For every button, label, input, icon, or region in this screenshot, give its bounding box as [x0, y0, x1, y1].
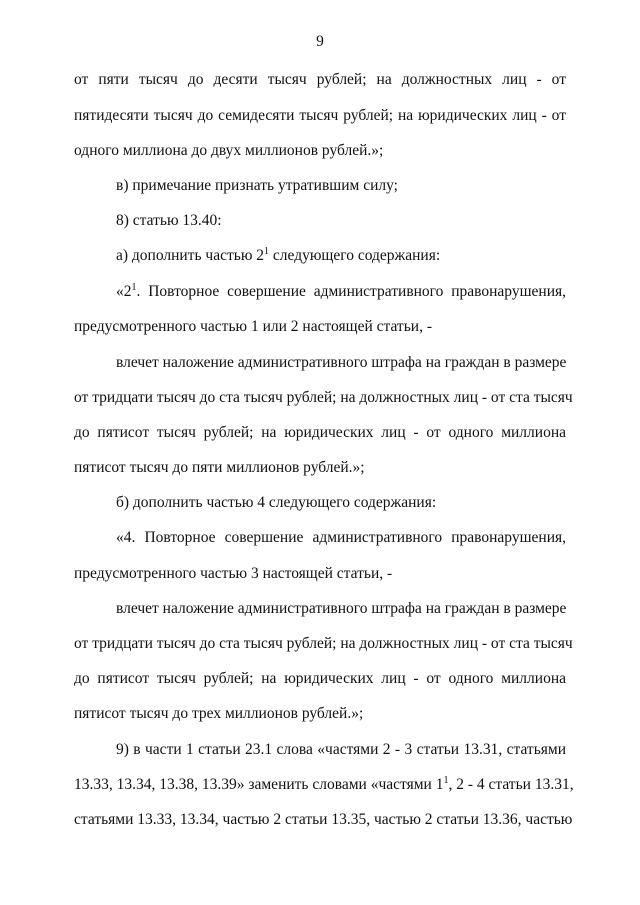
text-run: , 2 - 4 статьи 13.31, — [448, 776, 574, 793]
text-run: 13.33, 13.34, 13.38, 13.39» заменить словами «частями 1 — [74, 776, 444, 793]
text-line — [74, 775, 574, 795]
superscript: 1 — [443, 775, 449, 786]
superscript: 1 — [131, 282, 137, 293]
superscript: 1 — [264, 246, 270, 257]
text-line: статьями 13.33, 13.34, частью 2 статьи 13.35, частью 2 статьи 13.36, частью — [74, 811, 573, 828]
text-line: пятисот тысяч до пяти миллионов рублей.»; — [74, 459, 365, 476]
text-line: от тридцати тысяч до ста тысяч рублей; на должностных лиц - от ста тысяч — [74, 389, 573, 406]
text-line: в) примечание признать утратившим силу; — [116, 177, 398, 194]
text-run: «2 — [116, 283, 132, 300]
text-line: до пятисот тысяч рублей; на юридических лиц - от одного миллиона — [74, 670, 566, 687]
text-run: . Повторное совершение административного правонарушения, — [136, 283, 566, 300]
text-line: 8) статью 13.40: — [116, 212, 222, 229]
text-run: а) дополнить частью 2 — [116, 247, 265, 264]
text-run: следующего содержания: — [269, 247, 441, 264]
text-line: от пяти тысяч до десяти тысяч рублей; на должностных лиц - от — [74, 71, 566, 88]
text-line: пятисот тысяч до трех миллионов рублей.»; — [74, 705, 364, 722]
text-line: предусмотренного частью 3 настоящей статьи, - — [74, 565, 393, 582]
text-line: до пятисот тысяч рублей; на юридических лиц - от одного миллиона — [74, 424, 566, 441]
page-number: 9 — [316, 33, 324, 50]
text-line: пятидесяти тысяч до семидесяти тысяч рублей; на юридических лиц - от — [74, 107, 566, 124]
text-line: «4. Повторное совершение административного правонарушения, — [116, 529, 566, 546]
text-line: б) дополнить частью 4 следующего содержания: — [116, 494, 437, 511]
text-line: 9) в части 1 статьи 23.1 слова «частями 2 - 3 статьи 13.31, статьями — [116, 741, 566, 758]
text-line: одного миллиона до двух миллионов рублей.»; — [74, 142, 384, 159]
text-line: влечет наложение административного штрафа на граждан в размере — [116, 600, 567, 617]
text-line — [116, 282, 566, 302]
text-line: от тридцати тысяч до ста тысяч рублей; на должностных лиц - от ста тысяч — [74, 635, 573, 652]
text-line — [116, 246, 566, 266]
text-line: влечет наложение административного штрафа на граждан в размере — [116, 354, 567, 371]
text-line: предусмотренного частью 1 или 2 настоящей статьи, - — [74, 318, 432, 335]
